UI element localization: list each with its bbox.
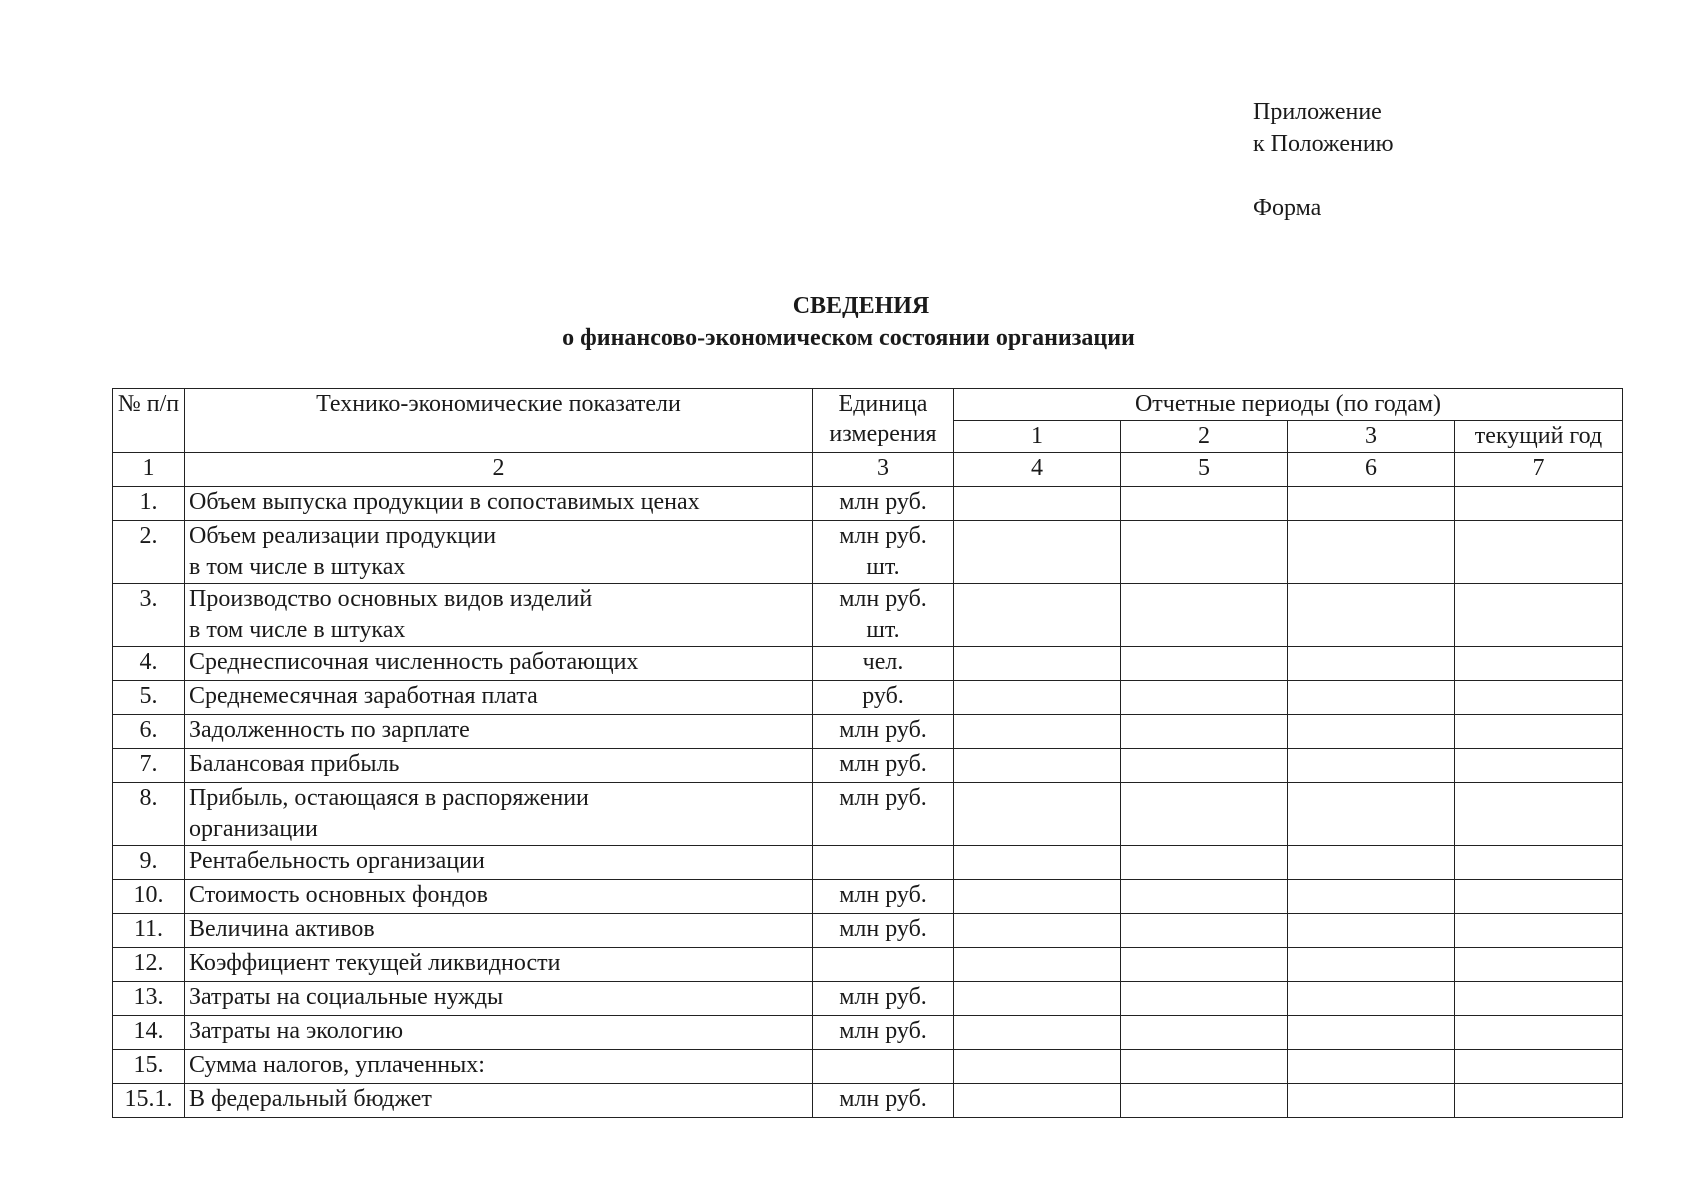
col-number: 7 [1455, 453, 1623, 487]
unit-cell [813, 647, 954, 681]
unit-cell [813, 749, 954, 783]
row-number: 15.1. [113, 1084, 185, 1118]
unit-cell [813, 1016, 954, 1050]
value-cell[interactable] [1288, 1050, 1455, 1084]
unit-line: млн руб. [839, 751, 927, 777]
unit-line: млн руб. [839, 489, 927, 515]
unit-cell [813, 681, 954, 715]
header-unit: Единица измерения [813, 389, 954, 453]
indicator-name [185, 521, 813, 584]
value-cell[interactable] [1455, 749, 1623, 783]
value-cell[interactable] [1121, 914, 1288, 948]
value-cell[interactable] [954, 749, 1121, 783]
appendix-block [1253, 96, 1394, 224]
value-cell[interactable] [1288, 948, 1455, 982]
unit-line: млн руб. [839, 1086, 927, 1112]
row-number: 12. [113, 948, 185, 982]
row-number: 2. [113, 521, 185, 584]
col-number: 3 [813, 453, 954, 487]
document-title [0, 290, 1697, 354]
row-number: 14. [113, 1016, 185, 1050]
value-cell[interactable] [1288, 1084, 1455, 1118]
value-cell[interactable] [1455, 914, 1623, 948]
indicator-name-line: Объем реализации продукции [189, 523, 497, 549]
title-sub: о финансово-экономическом состоянии организации [562, 325, 1135, 351]
col-number: 5 [1121, 453, 1288, 487]
value-cell[interactable] [1121, 521, 1288, 584]
value-cell[interactable] [1288, 914, 1455, 948]
value-cell[interactable] [1121, 1084, 1288, 1118]
indicator-name [185, 647, 813, 681]
indicator-name-line: Коэффициент текущей ликвидности [189, 950, 561, 976]
value-cell[interactable] [1121, 880, 1288, 914]
unit-line: руб. [862, 683, 904, 709]
unit-cell [813, 783, 954, 846]
unit-line: млн руб. [839, 984, 927, 1010]
value-cell[interactable] [1288, 880, 1455, 914]
value-cell[interactable] [1288, 681, 1455, 715]
value-cell[interactable] [1121, 647, 1288, 681]
value-cell[interactable] [1121, 783, 1288, 846]
row-number: 10. [113, 880, 185, 914]
header-periods: Отчетные периоды (по годам) [954, 389, 1623, 421]
indicator-name [185, 914, 813, 948]
unit-line: млн руб. [839, 882, 927, 908]
form-label: Форма [1253, 195, 1322, 221]
header-period-1: 1 [954, 421, 1121, 453]
value-cell[interactable] [1121, 1050, 1288, 1084]
indicator-name-line: Среднесписочная численность работающих [189, 649, 639, 675]
indicator-name-line: Затраты на социальные нужды [189, 984, 504, 1010]
value-cell[interactable] [954, 1050, 1121, 1084]
unit-cell [813, 880, 954, 914]
value-cell[interactable] [1455, 647, 1623, 681]
value-cell[interactable] [1455, 681, 1623, 715]
value-cell[interactable] [954, 982, 1121, 1016]
indicator-name-line: в том числе в штуках [189, 554, 406, 580]
indicator-name-line: Рентабельность организации [189, 848, 485, 874]
value-cell[interactable] [954, 846, 1121, 880]
table-row [113, 647, 1623, 681]
col-number: 1 [113, 453, 185, 487]
indicator-name [185, 846, 813, 880]
value-cell[interactable] [954, 584, 1121, 647]
appendix-line-2: к Положению [1253, 131, 1394, 157]
value-cell[interactable] [954, 914, 1121, 948]
row-number: 4. [113, 647, 185, 681]
value-cell[interactable] [1288, 487, 1455, 521]
unit-line: млн руб. [839, 523, 927, 549]
indicator-name [185, 880, 813, 914]
value-cell[interactable] [1121, 681, 1288, 715]
indicator-name [185, 783, 813, 846]
indicator-name-line: Сумма налогов, уплаченных: [189, 1052, 485, 1078]
unit-line: млн руб. [839, 785, 927, 811]
indicator-name [185, 1016, 813, 1050]
table-row [113, 914, 1623, 948]
unit-cell [813, 487, 954, 521]
row-number: 1. [113, 487, 185, 521]
header-indicator: Технико-экономические показатели [185, 389, 813, 453]
table-row [113, 1050, 1623, 1084]
indicator-name-line: Стоимость основных фондов [189, 882, 488, 908]
value-cell[interactable] [1455, 1084, 1623, 1118]
indicator-name-line: В федеральный бюджет [189, 1086, 432, 1112]
unit-line: млн руб. [839, 1018, 927, 1044]
indicator-name [185, 1084, 813, 1118]
value-cell[interactable] [954, 1016, 1121, 1050]
header-period-2: 2 [1121, 421, 1288, 453]
indicator-name-line: Прибыль, остающаяся в распоряжении [189, 785, 589, 811]
indicator-name [185, 715, 813, 749]
value-cell[interactable] [1455, 584, 1623, 647]
row-number: 13. [113, 982, 185, 1016]
value-cell[interactable] [1455, 715, 1623, 749]
col-number: 2 [185, 453, 813, 487]
table-row [113, 880, 1623, 914]
value-cell[interactable] [954, 487, 1121, 521]
table-row [113, 1016, 1623, 1050]
row-number: 11. [113, 914, 185, 948]
value-cell[interactable] [1455, 948, 1623, 982]
unit-cell [813, 715, 954, 749]
value-cell[interactable] [1121, 715, 1288, 749]
value-cell[interactable] [954, 880, 1121, 914]
value-cell[interactable] [1121, 487, 1288, 521]
col-number: 4 [954, 453, 1121, 487]
value-cell[interactable] [1121, 749, 1288, 783]
value-cell[interactable] [1288, 521, 1455, 584]
value-cell[interactable] [1121, 1016, 1288, 1050]
row-number: 8. [113, 783, 185, 846]
unit-cell [813, 982, 954, 1016]
value-cell[interactable] [1288, 647, 1455, 681]
value-cell[interactable] [1288, 715, 1455, 749]
indicators-table [112, 388, 1623, 1118]
unit-line: млн руб. [839, 586, 927, 612]
indicator-name [185, 1050, 813, 1084]
value-cell[interactable] [1455, 521, 1623, 584]
unit-cell [813, 1084, 954, 1118]
table-row [113, 521, 1623, 584]
indicator-name-line: Величина активов [189, 916, 375, 942]
col-number: 6 [1288, 453, 1455, 487]
table-row [113, 783, 1623, 846]
indicator-name-line: Задолженность по зарплате [189, 717, 470, 743]
table-row [113, 948, 1623, 982]
value-cell[interactable] [1455, 487, 1623, 521]
value-cell[interactable] [1288, 982, 1455, 1016]
value-cell[interactable] [1455, 846, 1623, 880]
header-num: № п/п [113, 389, 185, 453]
value-cell[interactable] [1455, 1050, 1623, 1084]
row-number: 6. [113, 715, 185, 749]
unit-cell [813, 521, 954, 584]
indicator-name [185, 948, 813, 982]
indicator-name [185, 487, 813, 521]
title-main: СВЕДЕНИЯ [792, 293, 930, 319]
value-cell[interactable] [1455, 982, 1623, 1016]
unit-line: млн руб. [839, 916, 927, 942]
table-row [113, 715, 1623, 749]
row-number: 9. [113, 846, 185, 880]
table-row [113, 749, 1623, 783]
header-period-3: 3 [1288, 421, 1455, 453]
header-period-current: текущий год [1455, 421, 1623, 453]
indicator-name-line: Затраты на экологию [189, 1018, 403, 1044]
indicator-name-line: организации [189, 816, 318, 842]
value-cell[interactable] [1455, 783, 1623, 846]
unit-line: млн руб. [839, 717, 927, 743]
value-cell[interactable] [954, 715, 1121, 749]
indicator-name [185, 749, 813, 783]
unit-cell [813, 584, 954, 647]
value-cell[interactable] [1288, 749, 1455, 783]
value-cell[interactable] [954, 647, 1121, 681]
value-cell[interactable] [1455, 1016, 1623, 1050]
value-cell[interactable] [1288, 846, 1455, 880]
indicator-name-line: Среднемесячная заработная плата [189, 683, 538, 709]
indicator-name-line: Производство основных видов изделий [189, 586, 593, 612]
row-number: 15. [113, 1050, 185, 1084]
unit-cell [813, 914, 954, 948]
unit-cell [813, 846, 954, 880]
indicator-name [185, 584, 813, 647]
row-number: 7. [113, 749, 185, 783]
table-row [113, 982, 1623, 1016]
row-number: 5. [113, 681, 185, 715]
value-cell[interactable] [954, 948, 1121, 982]
table-row [113, 487, 1623, 521]
value-cell[interactable] [1455, 880, 1623, 914]
value-cell[interactable] [1121, 948, 1288, 982]
unit-cell [813, 1050, 954, 1084]
indicator-name [185, 982, 813, 1016]
indicator-name-line: в том числе в штуках [189, 617, 406, 643]
value-cell[interactable] [1288, 783, 1455, 846]
table-row [113, 1084, 1623, 1118]
indicator-name-line: Объем выпуска продукции в сопоставимых ценах [189, 489, 700, 515]
table-row [113, 681, 1623, 715]
value-cell[interactable] [1121, 982, 1288, 1016]
unit-line: чел. [862, 649, 904, 675]
value-cell[interactable] [1288, 584, 1455, 647]
indicator-name-line: Балансовая прибыль [189, 751, 400, 777]
value-cell[interactable] [954, 783, 1121, 846]
value-cell[interactable] [1121, 846, 1288, 880]
value-cell[interactable] [1121, 584, 1288, 647]
indicator-name [185, 681, 813, 715]
value-cell[interactable] [954, 521, 1121, 584]
table-row [113, 846, 1623, 880]
unit-line: шт. [866, 617, 900, 643]
value-cell[interactable] [954, 681, 1121, 715]
value-cell[interactable] [954, 1084, 1121, 1118]
unit-cell [813, 948, 954, 982]
value-cell[interactable] [1288, 1016, 1455, 1050]
table-row [113, 584, 1623, 647]
appendix-line-1: Приложение [1253, 99, 1382, 125]
row-number: 3. [113, 584, 185, 647]
unit-line: шт. [866, 554, 900, 580]
